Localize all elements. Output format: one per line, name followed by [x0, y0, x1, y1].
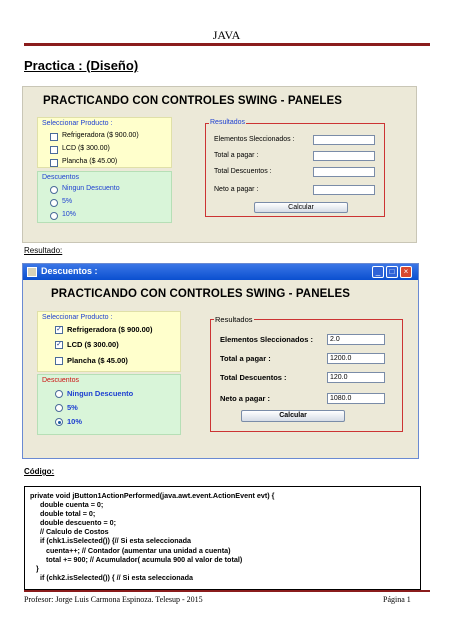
footer-divider [24, 590, 430, 592]
result-product-group [37, 311, 181, 372]
code-line: if (chk1.isSelected()) {// Si esta seleccionada [30, 536, 191, 546]
result-label-discount: Total Descuentos : [220, 373, 287, 382]
header-divider [24, 43, 430, 46]
document-header-title: JAVA [212, 28, 241, 42]
result-discount-group [37, 374, 181, 435]
design-field-total[interactable] [313, 151, 375, 161]
design-radio-1[interactable] [50, 186, 58, 194]
footer-author: Profesor: Jorge Luis Carmona Espinoza. Telesup - 2015 [24, 595, 203, 604]
result-checkbox-2-label: LCD ($ 300.00) [67, 340, 119, 349]
footer-page-number: Página 1 [383, 595, 411, 604]
result-field-total[interactable]: 1200.0 [327, 353, 385, 364]
result-label-net: Neto a pagar : [220, 394, 271, 403]
design-product-group [37, 117, 172, 168]
design-checkbox-1-label: Refrigeradora ($ 900.00) [62, 132, 139, 139]
design-checkbox-2-label: LCD ($ 300.00) [62, 145, 110, 152]
result-checkbox-2[interactable]: ✓ [56, 341, 62, 348]
result-radio-2-label: 5% [67, 403, 78, 412]
design-field-net[interactable] [313, 185, 375, 195]
code-caption: Código: [24, 467, 55, 476]
result-checkbox-3-label: Plancha ($ 45.00) [67, 356, 128, 365]
design-radio-2-label: 5% [62, 198, 73, 205]
code-line: if (chk2.isSelected()) { // Si esta seleccionada [30, 572, 193, 582]
result-radio-2[interactable] [55, 404, 63, 412]
code-line: double descuento = 0; [30, 518, 117, 528]
minimize-icon[interactable]: _ [372, 266, 384, 278]
result-radio-3-label: 10% [67, 417, 83, 426]
selected-radio-dot [58, 421, 61, 424]
page-heading: Practica : (Diseño) [24, 58, 139, 73]
code-listing [24, 486, 421, 590]
result-field-discount[interactable]: 120.0 [327, 372, 385, 383]
result-window [22, 263, 419, 459]
result-field-items[interactable]: 2.0 [327, 334, 385, 345]
result-checkbox-1[interactable]: ✓ [56, 326, 62, 333]
result-product-group-title: Seleccionar Producto : [42, 314, 113, 321]
design-label-total: Total a pagar : [214, 152, 259, 159]
code-line: private void jButton1ActionPerformed(java.awt.event.ActionEvent evt) { [30, 491, 275, 500]
code-line: double cuenta = 0; [30, 500, 104, 510]
design-radio-3[interactable] [50, 212, 58, 220]
design-calculate-button[interactable]: Calcular [254, 202, 348, 213]
design-checkbox-1[interactable] [50, 133, 58, 141]
design-field-items[interactable] [313, 135, 375, 145]
code-line: cuenta++; // Contador (aumentar una unidad a cuenta) [30, 545, 231, 555]
result-caption: Resultado: [24, 246, 63, 255]
result-label-items: Elementos Sleccionados : [220, 335, 313, 344]
design-field-discount[interactable] [313, 167, 375, 177]
design-results-group-title: Resultados [210, 119, 246, 126]
design-screenshot [22, 86, 417, 243]
result-results-group-title: Resultados [215, 315, 253, 324]
design-discount-group [37, 171, 172, 223]
result-radio-1-label: Ningun Descuento [67, 389, 134, 398]
result-label-total: Total a pagar : [220, 354, 271, 363]
result-checkbox-3[interactable] [55, 357, 63, 365]
result-radio-1[interactable] [55, 390, 63, 398]
result-calculate-button[interactable]: Calcular [241, 410, 345, 422]
window-app-icon [27, 267, 37, 277]
design-checkbox-2[interactable] [50, 146, 58, 154]
design-discount-group-title: Descuentos [42, 174, 79, 181]
result-radio-3[interactable] [55, 418, 63, 426]
close-icon[interactable]: × [400, 266, 412, 278]
result-checkbox-1-label: Refrigeradora ($ 900.00) [67, 325, 153, 334]
design-radio-1-label: Ningun Descuento [62, 185, 120, 192]
result-heading: PRACTICANDO CON CONTROLES SWING - PANELES [51, 288, 351, 300]
design-checkbox-3-label: Plancha ($ 45.00) [62, 158, 118, 165]
code-line: total += 900; // Acumulador( acumula 900 al valor de total) [30, 554, 243, 564]
window-titlebar [23, 264, 418, 280]
result-discount-group-title: Descuentos [42, 377, 79, 384]
result-field-net[interactable]: 1080.0 [327, 393, 385, 404]
code-line: // Calculo de Costos [30, 527, 109, 537]
design-heading: PRACTICANDO CON CONTROLES SWING - PANELES [43, 95, 343, 107]
design-label-discount: Total Descuentos : [214, 168, 272, 175]
design-radio-3-label: 10% [62, 211, 77, 218]
design-label-net: Neto a pagar : [214, 186, 259, 193]
design-label-items: Elementos Sleccionados : [214, 136, 295, 143]
code-line: double total = 0; [30, 509, 96, 519]
maximize-icon[interactable]: □ [386, 266, 398, 278]
window-title: Descuentos : [41, 266, 98, 276]
design-product-group-title: Seleccionar Producto : [42, 120, 113, 127]
code-line: } [30, 563, 39, 573]
design-checkbox-3[interactable] [50, 159, 58, 167]
result-results-group [210, 315, 403, 432]
design-radio-2[interactable] [50, 199, 58, 207]
design-results-group [205, 119, 385, 217]
